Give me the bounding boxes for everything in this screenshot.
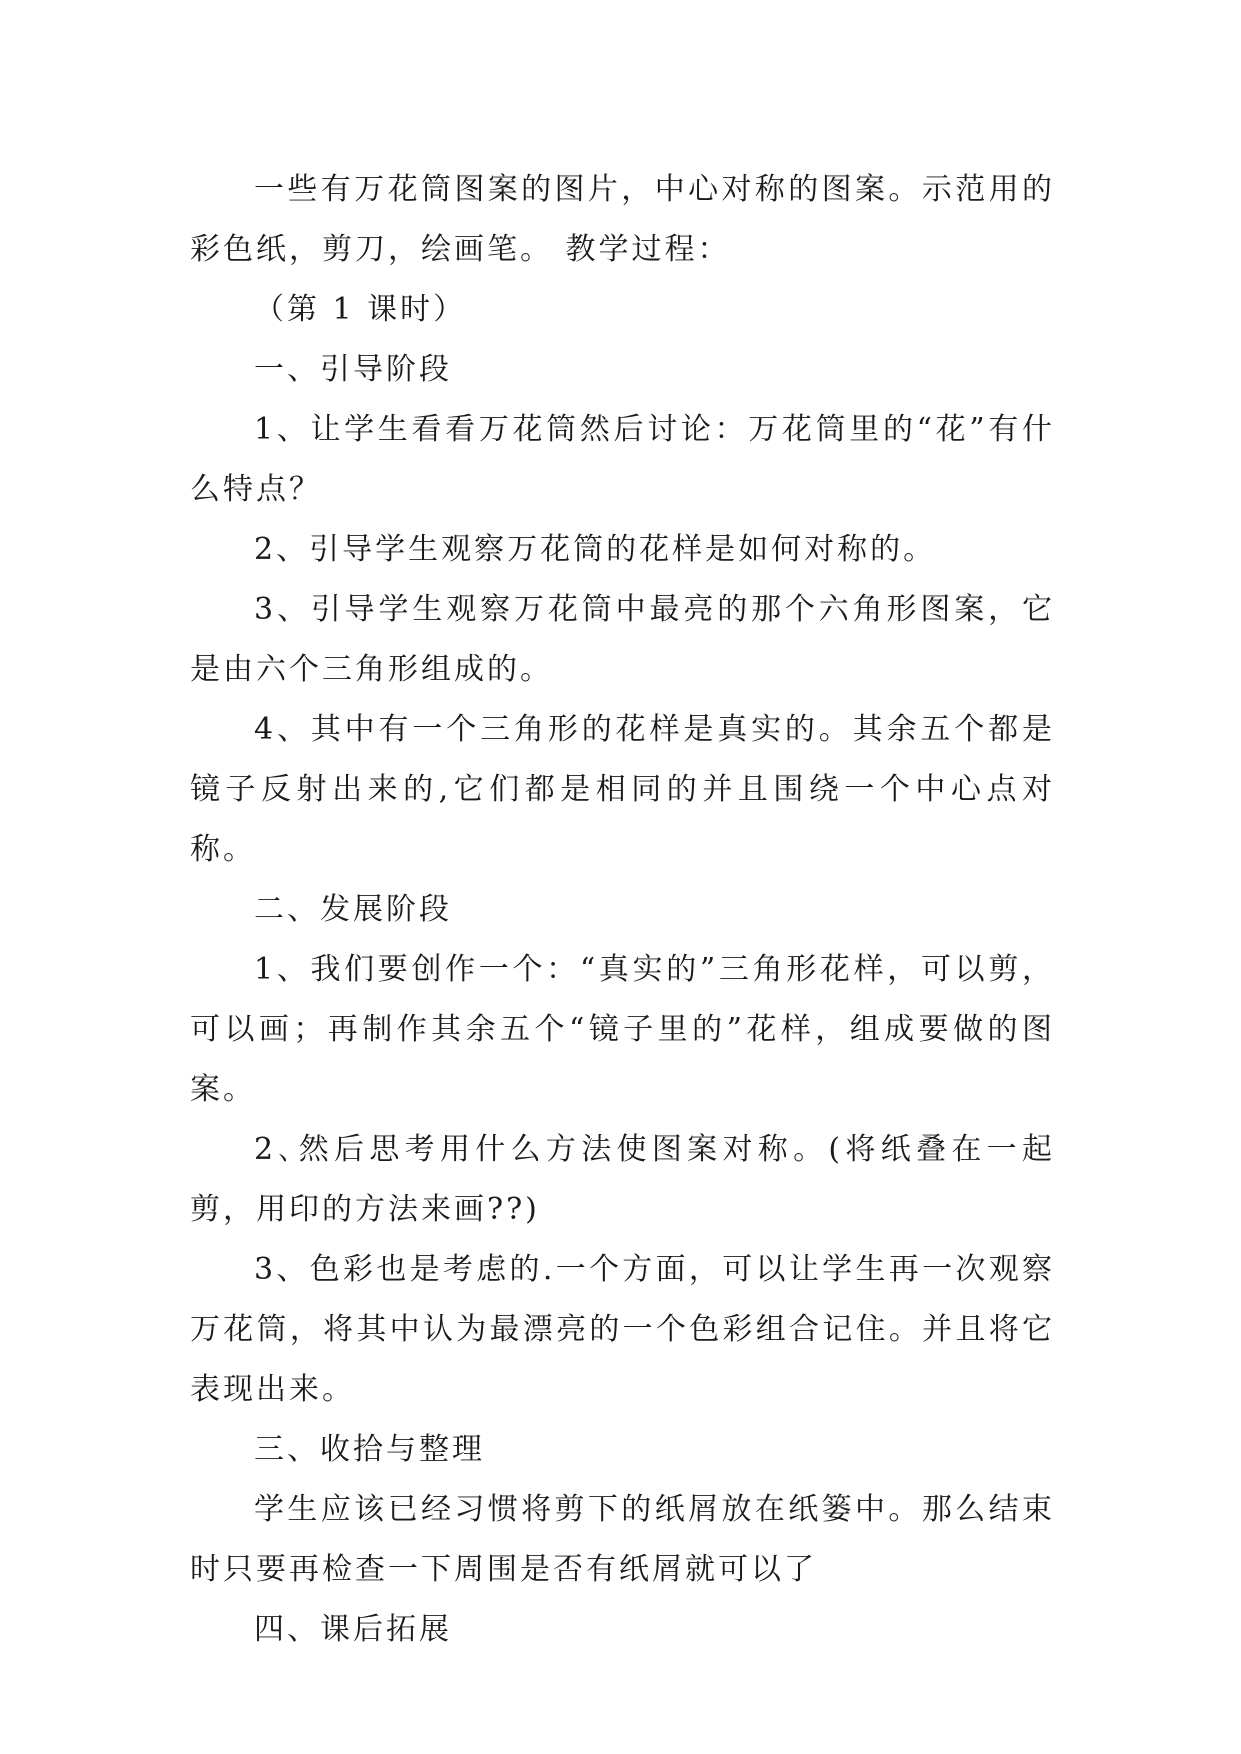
step-paragraph: 1、我们要创作一个：“真实的”三角形花样，可以剪，可以画；再制作其余五个“镜子里的”花样，组成要做的图案。: [190, 952, 1055, 1107]
document-page: [190, 160, 1055, 1660]
step-paragraph: 3、色彩也是考虑的.一个方面，可以让学生再一次观察万花筒，将其中认为最漂亮的一个色彩组合记住。并且将它表现出来。: [190, 1252, 1055, 1407]
step-paragraph: 3、引导学生观察万花筒中最亮的那个六角形图案，它是由六个三角形组成的。: [190, 592, 1055, 687]
section-heading-2: 二、发展阶段: [254, 892, 452, 927]
lesson-label: （第 1 课时）: [254, 292, 467, 327]
cleanup-paragraph: 学生应该已经习惯将剪下的纸屑放在纸篓中。那么结束时只要再检查一下周围是否有纸屑就可以了: [190, 1492, 1055, 1587]
section-heading-3: 三、收拾与整理: [254, 1432, 485, 1467]
materials-paragraph: 一些有万花筒图案的图片，中心对称的图案。示范用的彩色纸，剪刀，绘画笔。 教学过程：: [190, 172, 1055, 267]
step-paragraph: 2､然后思考用什么方法使图案对称。(将纸叠在一起剪，用印的方法来画??): [190, 1132, 1055, 1227]
section-heading-1: 一、引导阶段: [254, 352, 452, 387]
section-heading-4: 四、课后拓展: [254, 1612, 452, 1647]
step-paragraph: 2、引导学生观察万花筒的花样是如何对称的。: [254, 532, 937, 567]
step-paragraph: 1、让学生看看万花筒然后讨论：万花筒里的“花”有什么特点？: [190, 412, 1055, 507]
step-paragraph: 4、其中有一个三角形的花样是真实的。其余五个都是镜子反射出来的,它们都是相同的并且围绕一个中心点对称。: [190, 712, 1055, 867]
